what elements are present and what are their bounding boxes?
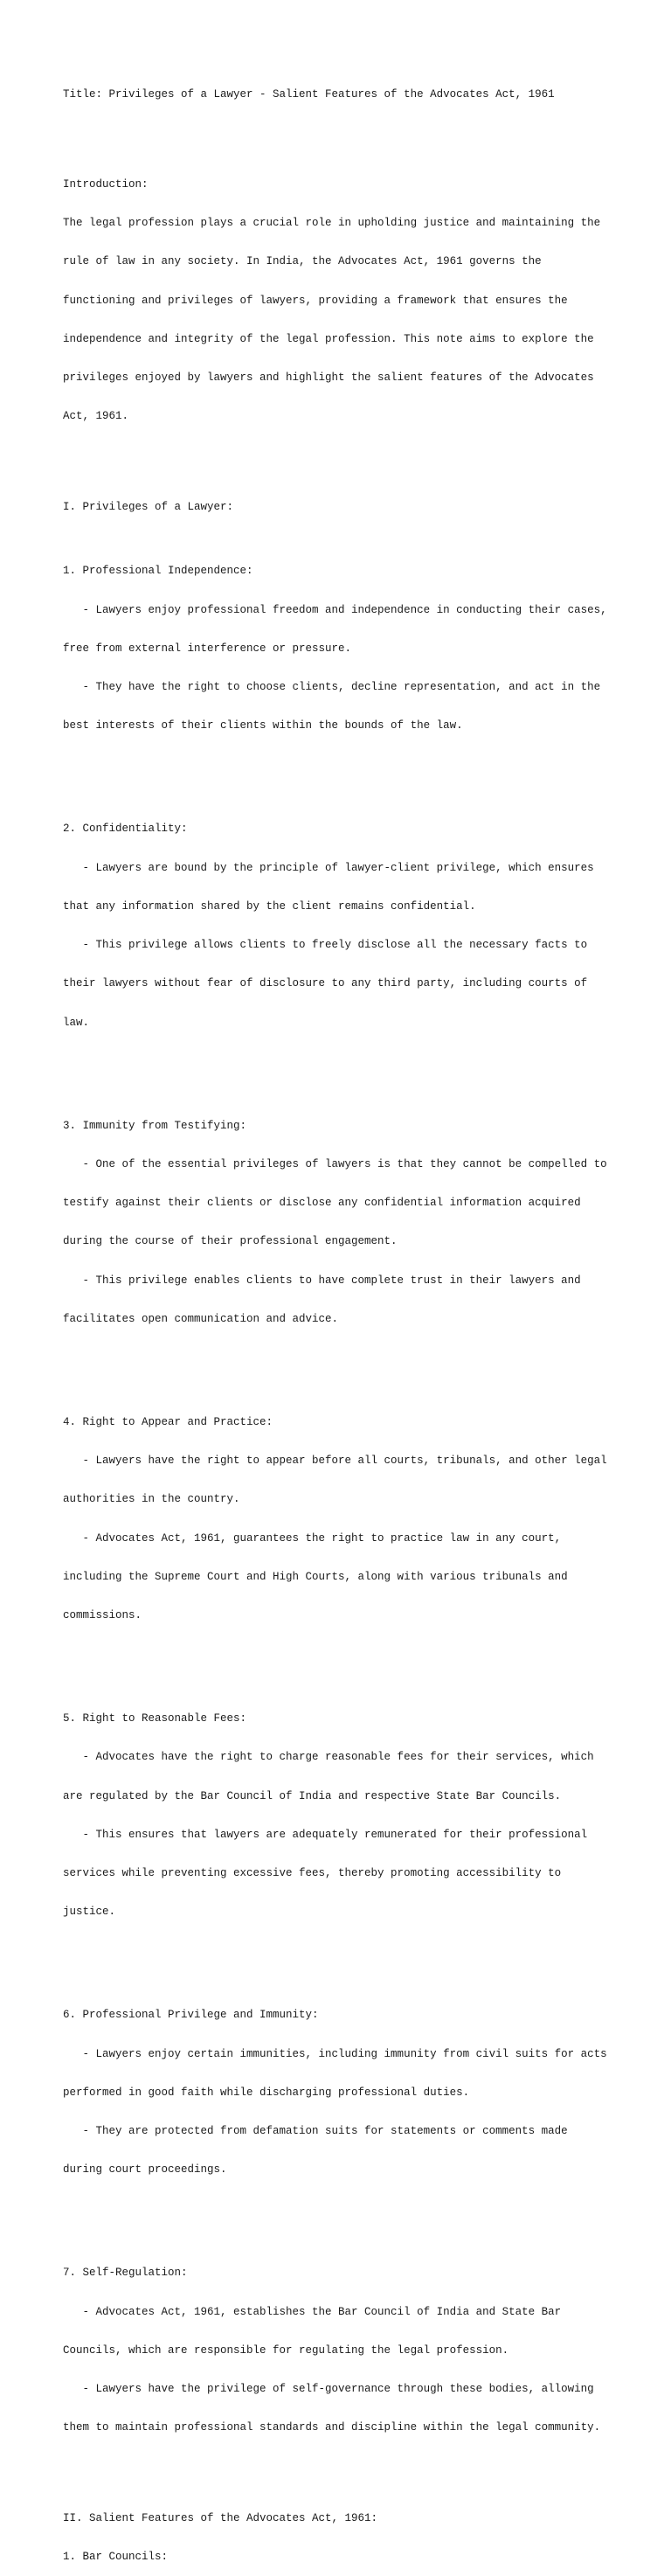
item-heading: 1. Professional Independence: bbox=[63, 565, 253, 578]
item-line: - This privilege enables clients to have complete trust in their lawyers and bbox=[63, 1274, 581, 1287]
item-line: - Advocates have the right to charge reasonable fees for their services, which bbox=[63, 1751, 594, 1764]
intro-line: rule of law in any society. In India, the Advocates Act, 1961 governs the bbox=[63, 255, 542, 268]
item-heading: 2. Confidentiality: bbox=[63, 823, 188, 836]
item-line: during the course of their professional engagement. bbox=[63, 1235, 398, 1248]
item-line: services while preventing excessive fees, thereby promoting accessibility to bbox=[63, 1867, 562, 1879]
spacer bbox=[63, 127, 640, 140]
item-line: testify against their clients or disclose any confidential information acquired bbox=[63, 1197, 581, 1209]
spacer bbox=[63, 759, 640, 772]
item-heading: 1. Bar Councils: bbox=[63, 2550, 169, 2563]
item-line: including the Supreme Court and High Courts, along with various tribunals and bbox=[63, 1570, 568, 1583]
item-line: that any information shared by the client remains confidential. bbox=[63, 899, 476, 913]
item-line: their lawyers without fear of disclosure to any third party, including courts of bbox=[63, 977, 588, 990]
intro-line: privileges enjoyed by lawyers and highlight the salient features of the Advocates bbox=[63, 371, 594, 384]
item-line: authorities in the country. bbox=[63, 1493, 240, 1506]
item-line: during court proceedings. bbox=[63, 2163, 227, 2177]
item-heading: 4. Right to Appear and Practice: bbox=[63, 1415, 273, 1428]
item-line: - They have the right to choose clients, decline representation, and act in the bbox=[63, 681, 601, 693]
item-line: performed in good faith while discharging professional duties. bbox=[63, 2086, 470, 2099]
document-title: Title: Privileges of a Lawyer - Salient Features of the Advocates Act, 1961 bbox=[63, 87, 555, 101]
item-heading: 3. Immunity from Testifying: bbox=[63, 1119, 247, 1132]
item-line: justice. bbox=[63, 1906, 116, 1919]
item-line: - They are protected from defamation suits for statements or comments made bbox=[63, 2125, 568, 2137]
intro-line: The legal profession plays a crucial role in upholding justice and maintaining the bbox=[63, 217, 601, 229]
document-page bbox=[63, 62, 640, 2576]
item-line: - Lawyers enjoy certain immunities, including immunity from civil suits for acts bbox=[63, 2047, 607, 2060]
section-heading: II. Salient Features of the Advocates Act, 1961: bbox=[63, 2511, 378, 2524]
item-line: - Lawyers have the privilege of self-governance through these bodies, allowing bbox=[63, 2383, 594, 2395]
item-line: them to maintain professional standards and discipline within the legal community. bbox=[63, 2421, 601, 2434]
intro-line: independence and integrity of the legal profession. This note aims to explore the bbox=[63, 332, 594, 345]
item-line: Councils, which are responsible for regulating the legal profession. bbox=[63, 2343, 509, 2357]
item-line: are regulated by the Bar Council of India and respective State Bar Councils. bbox=[63, 1789, 562, 1802]
item-line: - One of the essential privileges of lawyers is that they cannot be compelled to bbox=[63, 1157, 607, 1170]
item-line: best interests of their clients within the bounds of the law. bbox=[63, 719, 463, 733]
item-line: law. bbox=[63, 1016, 90, 1029]
intro-line: Act, 1961. bbox=[63, 410, 129, 423]
item-line: - Advocates Act, 1961, guarantees the right to practice law in any court, bbox=[63, 1531, 562, 1545]
item-line: - This ensures that lawyers are adequately remunerated for their professional bbox=[63, 1828, 588, 1841]
item-line: - Lawyers are bound by the principle of lawyer-client privilege, which ensures bbox=[63, 861, 594, 874]
section-heading: I. Privileges of a Lawyer: bbox=[63, 500, 234, 513]
item-line: - Advocates Act, 1961, establishes the Bar Council of India and State Bar bbox=[63, 2305, 562, 2318]
item-line: - Lawyers have the right to appear before all courts, tribunals, and other legal bbox=[63, 1455, 607, 1467]
item-line: facilitates open communication and advice. bbox=[63, 1312, 339, 1325]
intro-line: functioning and privileges of lawyers, providing a framework that ensures the bbox=[63, 294, 568, 307]
item-line: free from external interference or pressure. bbox=[63, 642, 352, 655]
intro-heading: Introduction: bbox=[63, 177, 149, 191]
item-line: - This privilege allows clients to freely disclose all the necessary facts to bbox=[63, 939, 588, 951]
item-heading: 6. Professional Privilege and Immunity: bbox=[63, 2009, 319, 2022]
spacer bbox=[63, 1945, 640, 1958]
spacer bbox=[63, 1648, 640, 1661]
item-line: - Lawyers enjoy professional freedom and independence in conducting their cases, bbox=[63, 603, 607, 616]
spacer bbox=[63, 2203, 640, 2216]
spacer bbox=[63, 2461, 640, 2474]
spacer bbox=[63, 1055, 640, 1068]
item-heading: 7. Self-Regulation: bbox=[63, 2267, 188, 2280]
spacer bbox=[63, 1351, 640, 1364]
item-line: commissions. bbox=[63, 1609, 142, 1621]
item-heading: 5. Right to Reasonable Fees: bbox=[63, 1712, 247, 1725]
spacer bbox=[63, 449, 640, 462]
